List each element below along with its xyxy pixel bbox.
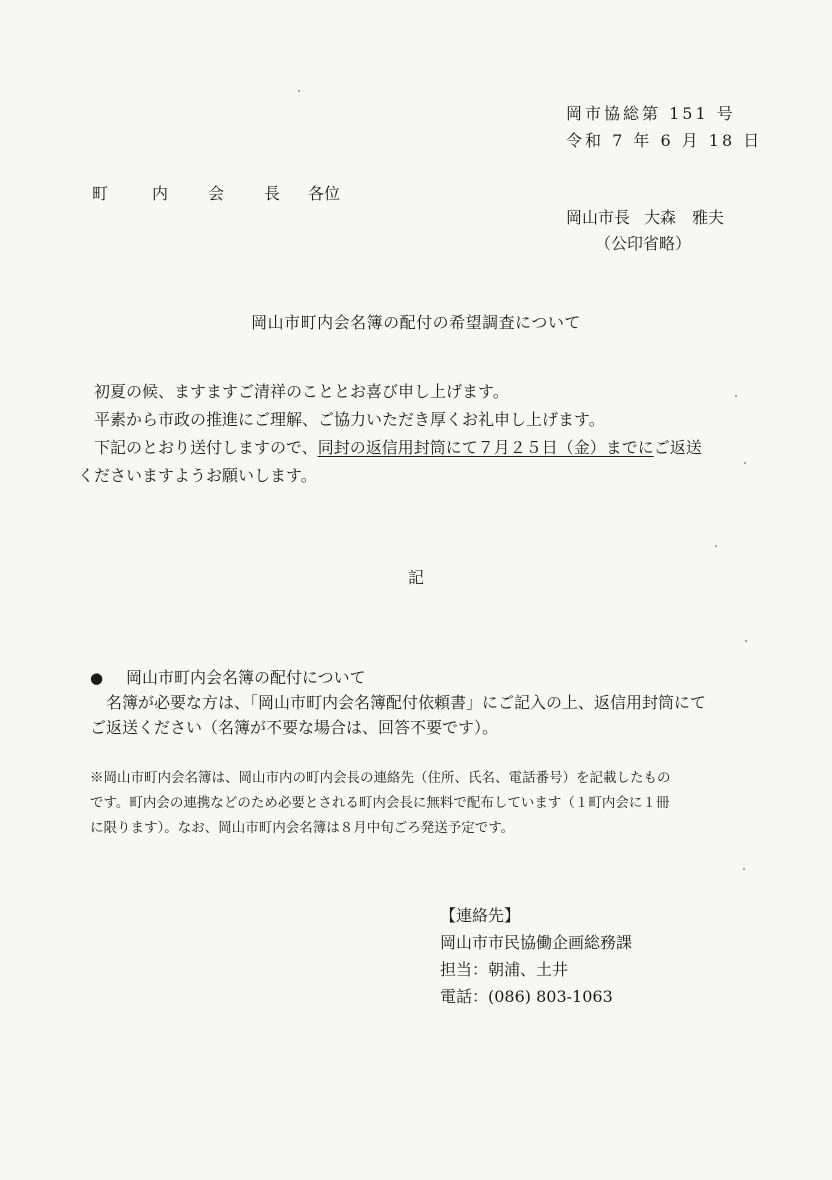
note bbox=[90, 766, 671, 841]
note-line: ※岡山市町内会名簿は、岡山市内の町内会長の連絡先（住所、氏名、電話番号）を記載したもの bbox=[90, 770, 671, 786]
contact-phone: 電話：(086) 803-1063 bbox=[440, 987, 613, 1006]
note-line: に限ります）。なお、岡山市町内会名簿は８月中旬ごろ発送予定です。 bbox=[90, 820, 515, 836]
contact-person: 担当：朝浦、土井 bbox=[440, 960, 569, 979]
sender-name: 大森 雅夫 bbox=[644, 208, 725, 227]
greeting-body bbox=[78, 378, 702, 490]
body-line: 初夏の候、ますますご清祥のこととお喜び申し上げます。 bbox=[78, 382, 509, 401]
sender-title: 岡山市長 bbox=[566, 208, 631, 227]
scan-speck bbox=[745, 640, 747, 642]
body-text-segment: ご返送 bbox=[653, 438, 702, 457]
body-line: くださいますようお願いします。 bbox=[78, 466, 317, 485]
seal-omitted-note: （公印省略） bbox=[595, 234, 692, 253]
item-line: 名簿が必要な方は、「岡山市町内会名簿配付依頼書」にご記入の上、返信用封筒にて bbox=[90, 693, 707, 712]
body-line: 平素から市政の推進にご理解、ご協力いただき厚くお礼申し上げます。 bbox=[78, 410, 605, 429]
ki-heading: 記 bbox=[407, 568, 424, 587]
sender bbox=[566, 205, 738, 228]
document-title: 岡山市町内会名簿の配付の希望調査について bbox=[251, 313, 581, 332]
scan-speck bbox=[744, 462, 746, 464]
body-line bbox=[78, 434, 702, 462]
addressee-honorific: 各位 bbox=[308, 184, 341, 203]
addressee-char: 町 bbox=[92, 184, 109, 203]
addressee-char: 長 bbox=[264, 184, 281, 203]
addressee-char: 内 bbox=[152, 184, 169, 203]
scan-speck bbox=[735, 395, 737, 397]
contact-heading: 【連絡先】 bbox=[440, 906, 521, 925]
bullet-icon: ● bbox=[90, 669, 104, 687]
item-line: ご返送ください（名簿が不要な場合は、回答不要です）。 bbox=[90, 718, 499, 737]
contact-department: 岡山市市民協働企画総務課 bbox=[440, 933, 633, 952]
item-heading-text: 岡山市町内会名簿の配付について bbox=[126, 668, 366, 687]
contact-block bbox=[440, 902, 632, 1010]
scan-speck bbox=[715, 545, 717, 547]
addressee-char: 会 bbox=[208, 184, 225, 203]
document-date: 令和 7 年 6 月 18 日 bbox=[566, 131, 763, 150]
document-number: 岡市協総第 151 号 bbox=[566, 104, 736, 123]
item-heading bbox=[90, 665, 366, 691]
note-line: です。町内会の連携などのため必要とされる町内会長に無料で配布しています（１町内会に１冊 bbox=[90, 795, 670, 811]
deadline-underlined: 同封の返信用封筒にて７月２５日（金）までに bbox=[317, 438, 654, 457]
addressee bbox=[92, 181, 340, 204]
item-body bbox=[90, 690, 706, 740]
body-text-segment: 下記のとおり送付しますので、 bbox=[78, 438, 318, 457]
scan-speck bbox=[743, 868, 745, 870]
scan-speck bbox=[298, 90, 300, 92]
